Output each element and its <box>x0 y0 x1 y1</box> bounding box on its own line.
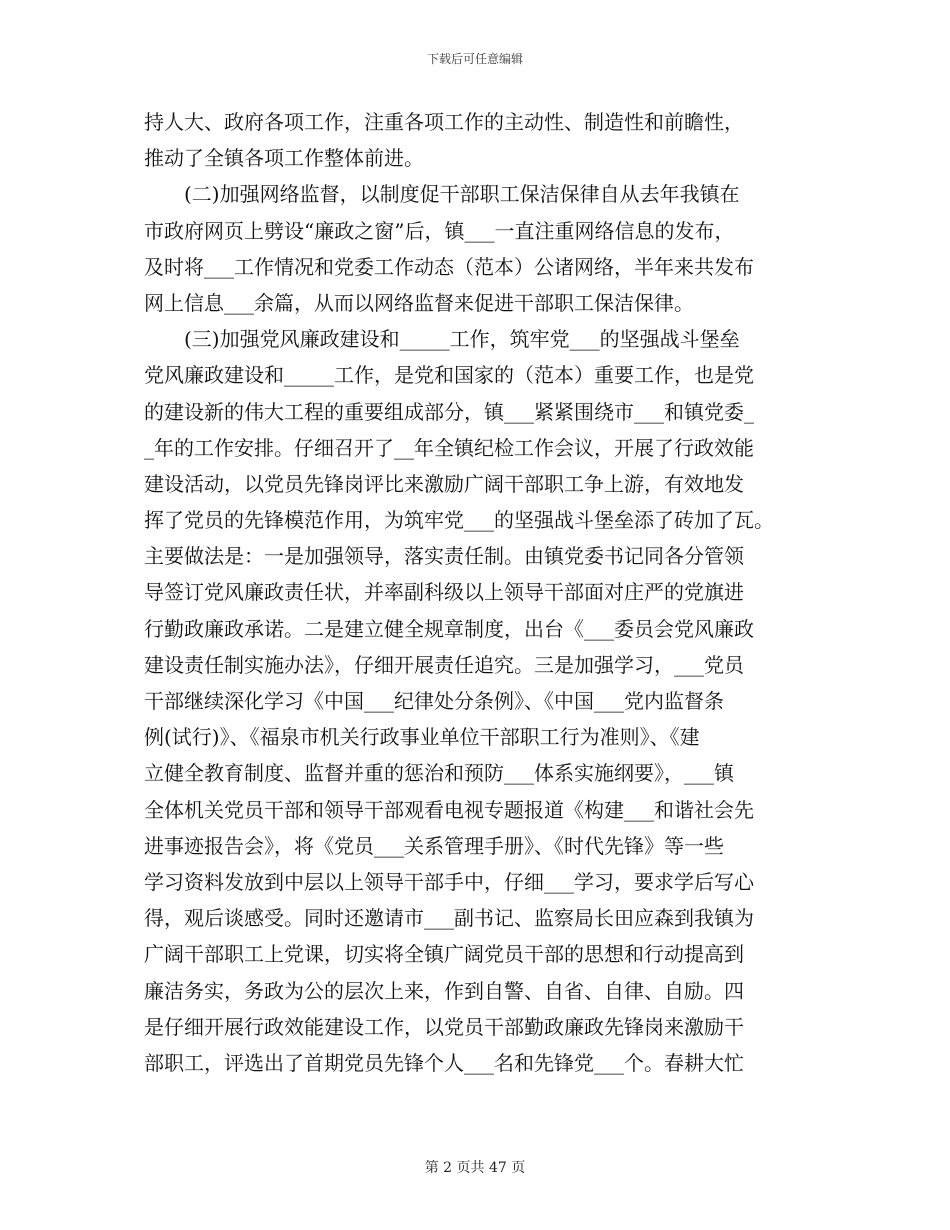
text-line: 全体机关党员干部和领导干部观看电视专题报道《构建___和谐社会先 <box>144 797 754 822</box>
text-line: 导签订党风廉政责任状，并率副科级以上领导干部面对庄严的党旗进 <box>144 580 744 605</box>
document-body <box>144 104 824 1081</box>
text-line: 及时将___工作情况和党委工作动态（范本）公诸网络，半年来共发布 <box>144 254 754 279</box>
text-line: 例(试行)》、《福泉市机关行政事业单位干部职工行为准则》、《建 <box>144 725 700 750</box>
text-line: 建设责任制实施办法》，仔细开展责任追究。三是加强学习，___党员 <box>144 652 744 677</box>
text-line: 广阔干部职工上党课，切实将全镇广阔党员干部的思想和行动提高到 <box>144 942 744 967</box>
text-line: 持人大、政府各项工作，注重各项工作的主动性、制造性和前瞻性， <box>144 110 744 134</box>
text-line: 立健全教育制度、监督并重的惩治和预防___体系实施纲要》，___镇 <box>144 761 734 786</box>
text-line: (二)加强网络监督，以制度促干部职工保洁保律自从去年我镇在 <box>144 182 740 207</box>
text-line: 是仔细开展行政效能建设工作，以党员干部勤政廉政先锋岗来激励干 <box>144 1014 744 1039</box>
text-line: 挥了党员的先锋模范作用，为筑牢党___的坚强战斗堡垒添了砖加了瓦。 <box>144 508 774 533</box>
text-line: 建设活动，以党员先锋岗评比来激励广阔干部职工争上游，有效地发 <box>144 471 744 496</box>
text-line: 推动了全镇各项工作整体前进。 <box>144 146 424 171</box>
text-line: 部职工，评选出了首期党员先锋个人___名和先锋党___个。春耕大忙 <box>144 1050 744 1075</box>
text-line: 市政府网页上劈设“廉政之窗”后，镇___一直注重网络信息的发布， <box>144 218 735 243</box>
text-line: 主要做法是：一是加强领导，落实责任制。由镇党委书记同各分管领 <box>144 544 744 569</box>
text-line: 行勤政廉政承诺。二是建立健全规章制度，出台《___委员会党风廉政 <box>144 616 754 641</box>
text-line: 得，观后谈感受。同时还邀请市___副书记、监察局长田应森到我镇为 <box>144 906 754 931</box>
text-line: _年的工作安排。仔细召开了__年全镇纪检工作会议，开展了行政效能 <box>144 435 754 460</box>
text-line: 党风廉政建设和_____工作，是党和国家的（范本）重要工作，也是党 <box>144 363 754 388</box>
text-line: 的建设新的伟大工程的重要组成部分，镇___紧紧围绕市___和镇党委_ <box>144 399 754 424</box>
text-line: 网上信息___余篇，从而以网络监督来促进干部职工保洁保律。 <box>144 290 694 315</box>
text-line: 干部继续深化学习《中国___纪律处分条例》、《中国___党内监督条 <box>144 689 724 713</box>
text-line: 学习资料发放到中层以上领导干部手中，仔细___学习，要求学后写心 <box>144 869 754 894</box>
text-line: 进事迹报告会》，将《党员___关系管理手册》、《时代先锋》等一些 <box>144 833 724 858</box>
text-line: 廉洁务实，务政为公的层次上来，作到自警、自省、自律、自励。四 <box>144 978 744 1003</box>
page-header-note: 下载后可任意编辑 <box>426 52 523 66</box>
page-footer-number: 第 2 页共 47 页 <box>424 1160 526 1176</box>
text-line: (三)加强党风廉政建设和_____工作，筑牢党___的坚强战斗堡垒 <box>144 327 740 352</box>
